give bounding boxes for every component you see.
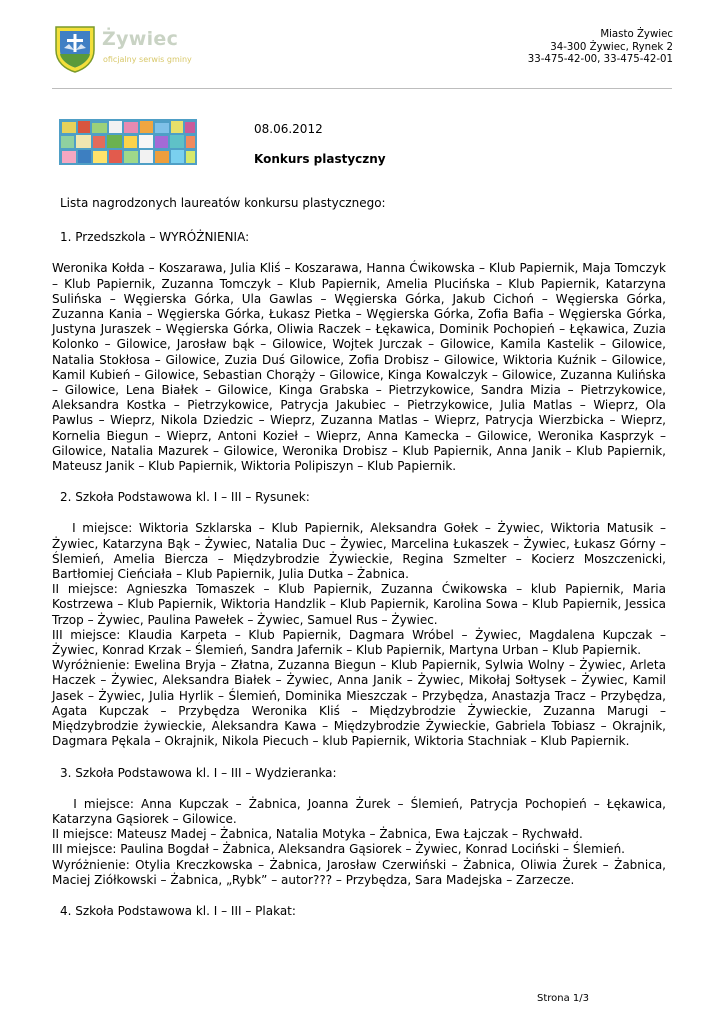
section-heading: 3. Szkoła Podstawowa kl. I – III – Wydzieranka: [60, 765, 337, 780]
section-paragraph: II miejsce: Agnieszka Tomaszek – Klub Papiernik, Zuzanna Ćwikowska – klub Papiernik, Maria Kostrzewa – Klub Papiernik, Wiktoria Handzlik – Klub Papiernik, Karolina Sowa – Klub Papiernik, Jessica Trzop – Żywiec, Paulina Pawełek – Żywiec, Samuel Rus – Żywiec. [52, 582, 666, 627]
section-paragraph: III miejsce: Klaudia Karpeta – Klub Papiernik, Dagmara Wróbel – Żywiec, Magdalena Kupczak – Żywiec, Konrad Krzak – Ślemień, Sandra Jafernik – Klub Papiernik, Martyna Urban – Klub Papiernik. [52, 627, 666, 658]
header-divider [52, 88, 672, 89]
article-intro: Lista nagrodzonych laureatów konkursu plastycznego: [60, 196, 386, 210]
section-heading: 1. Przedszkola – WYRÓŻNIENIA: [60, 230, 250, 245]
site-logo[interactable] [52, 24, 197, 76]
section-paragraph: Wyróżnienie: Otylia Kreczkowska – Żabnica, Jarosław Czerwiński – Żabnica, Oliwia Żurek – Żabnica, Maciej Ziółkowski – Żabnica, „Rybk” – autor??? – Przybędza, Sara Madejska – Zarzecze. [52, 857, 666, 887]
section-paragraph: Weronika Kołda – Koszarawa, Julia Kliś – Koszarawa, Hanna Ćwikowska – Klub Papiernik, Maja Tomczyk – Klub Papiernik, Zuzanna Tomczyk – Klub Papiernik, Amelia Plucińska – Klub Papiernik, Katarzyna Sulińska – Węgierska Górka, Ula Gawlas – Węgierska Górka, Jakub Cichoń – Węgierska Górka, Zuzanna Kania – Węgierska Górka, Łukasz Pietka – Węgierska Górka, Zofia Bafia – Węgierska Górka, Justyna Juraszek – Węgierska Górka, Oliwia Raczek – Łękawica, Dominik Pochopień – Łękawica, Zuzia Kolonko – Gilowice, Jarosław bąk – Gilowice, Wojtek Jurczak – Gilowice, Kamila Kastelik – Gilowice, Natalia Stokłosa – Gilowice, Zuzia Duś Gilowice, Zofia Drobisz – Gilowice, Wiktoria Kuźnik – Gilowice, Kamil Kubień – Gilowice, Sebastian Chorąży – Gilowice, Kinga Kowalczyk – Gilowice, Zuzanna Kulińska – Gilowice, Lena Białek – Gilowice, Kinga Grabska – Pietrzykowice, Sandra Mizia – Pietrzykowice, Aleksandra Kostka – Pietrzykowice, Patrycja Jakubiec – Pietrzykowice, Julia Matlas – Wieprz, Ola Pawlus – Wieprz, Nikola Dziedzic – Wieprz, Zuzanna Matlas – Wieprz, Patrycja Wierzbicka – Wieprz, Kornelia Biegun – Wieprz, Antoni Kozieł – Wieprz, Anna Kamecka – Gilowice, Weronika Kasprzyk – Gilowice, Natalia Mazurek – Gilowice, Weronika Drobisz – Klub Papiernik, Anna Janik – Klub Papiernik, Mateusz Janik – Klub Papiernik, Wiktoria Polipiszyn – Klub Papiernik. [52, 261, 666, 474]
section-heading: 2. Szkoła Podstawowa kl. I – III – Rysunek: [60, 490, 310, 505]
address-line: 33-475-42-00, 33-475-42-01 [527, 54, 673, 65]
section-paragraph: III miejsce: Paulina Bogdał – Żabnica, Aleksandra Gąsiorek – Żywiec, Konrad Lociński – Ślemień. [52, 842, 625, 857]
article-thumbnail [59, 119, 197, 165]
address-line: 34-300 Żywiec, Rynek 2 [550, 41, 673, 53]
address-block [528, 29, 673, 67]
section-paragraph: I miejsce: Anna Kupczak – Żabnica, Joanna Żurek – Ślemień, Patrycja Pochopień – Łękawica, Katarzyna Gąsiorek – Gilowice. [52, 796, 670, 826]
logo-tagline: oficjalny serwis gminy [103, 55, 192, 64]
section-list [52, 796, 670, 888]
address-line: Miasto Żywiec [600, 29, 673, 40]
section-paragraph: I miejsce: Wiktoria Szklarska – Klub Papiernik, Aleksandra Gołek – Żywiec, Wiktoria Matusik – Żywiec, Katarzyna Bąk – Żywiec, Natalia Duc – Żywiec, Marcelina Łukaszek – Żywiec, Łukasz Górny – Ślemień, Amelia Biercza – Międzybrodzie Żywieckie, Regina Szmelter – Kocierz Moszczenicki, Bartłomiej Cieńciała – Klub Papiernik, Julia Dutka – Żabnica. [52, 521, 670, 582]
section-heading: 4. Szkoła Podstawowa kl. I – III – Plakat: [60, 903, 296, 918]
article-body [52, 196, 670, 935]
logo-name: Żywiec [102, 28, 179, 50]
section-paragraph: II miejsce: Mateusz Madej – Żabnica, Natalia Motyka – Żabnica, Ewa Łajczak – Rychwałd. [52, 827, 583, 842]
article-title: Konkurs plastyczny [254, 152, 386, 166]
article-date: 08.06.2012 [254, 122, 323, 136]
coat-of-arms-icon [52, 24, 98, 74]
page-number: Strona 1/3 [537, 993, 590, 1004]
section-list [52, 521, 670, 749]
section-paragraph: Wyróżnienie: Ewelina Bryja – Złatna, Zuzanna Biegun – Klub Papiernik, Sylwia Wolny – Żywiec, Arleta Haczek – Żywiec, Aleksandra Białek – Żywiec, Anna Janik – Żywiec, Mikołaj Sołtysek – Żywiec, Kamil Jasek – Żywiec, Julia Hyrlik – Ślemień, Dominika Mieszczak – Przybędza, Anastazja Tracz – Przybędza, Agata Kupczak – Przybędza Weronika Kliś – Międzybrodzie Żywieckie, Zuzanna Marugi – Międzybrodzie żywieckie, Aleksandra Kawa – Międzybrodzie Żywieckie, Gabriela Tobiasz – Okrajnik, Dagmara Pękala – Okrajnik, Nikola Piecuch – klub Papiernik, Wiktoria Stachniak – Klub Papiernik. [52, 658, 666, 749]
